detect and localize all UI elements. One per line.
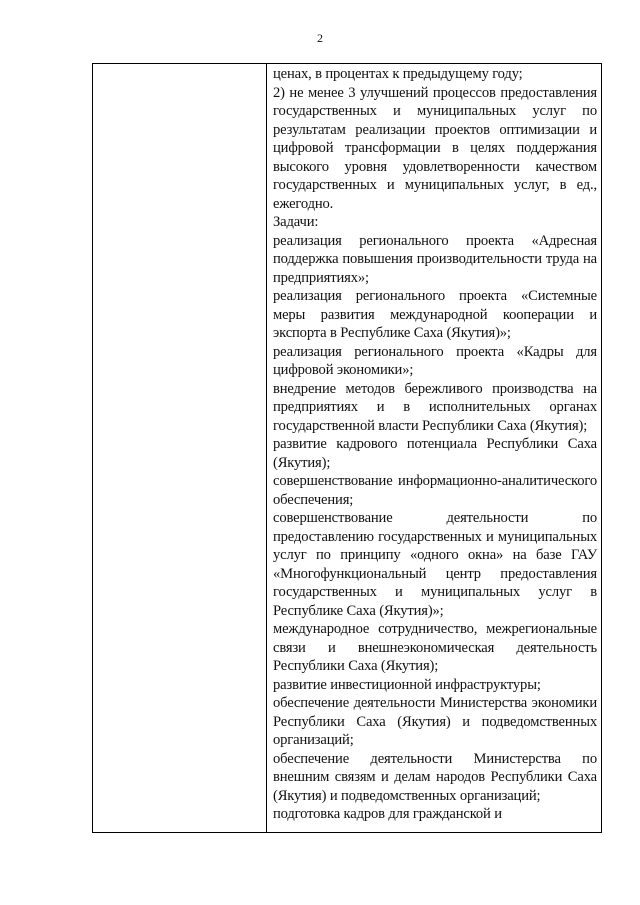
document-table (92, 63, 602, 833)
task-item: подготовка кадров для гражданской и (273, 806, 502, 822)
task-item: совершенствование деятельности по предоставлению государственных и муниципальных услуг по принципу «одного окна» на базе ГАУ «Многофункциональный центр предоставления государственных и муниципальных услуг в Республике Саха (Якутия)»; (273, 510, 597, 619)
task-item: обеспечение деятельности Министерства экономики Республики Саха (Якутия) и подведомственных организаций; (273, 695, 597, 748)
text-paragraph: ценах, в процентах к предыдущему году; (273, 66, 523, 82)
task-item: реализация регионального проекта «Кадры для цифровой экономики»; (273, 343, 597, 378)
task-item: международное сотрудничество, межрегиональные связи и внешнеэкономическая деятельность Республики Саха (Якутия); (273, 621, 597, 674)
task-item: реализация регионального проекта «Системные меры развития международной кооперации и экспорта в Республике Саха (Якутия)»; (273, 288, 597, 341)
table-right-cell (273, 65, 597, 824)
column-divider (266, 64, 267, 832)
task-item: реализация регионального проекта «Адресная поддержка повышения производительности труда на предприятиях»; (273, 232, 597, 286)
task-item: развитие инвестиционной инфраструктуры; (273, 676, 541, 693)
indicator-paragraph: 2) не менее 3 улучшений процессов предоставления государственных и муниципальных услуг по результатам реализации проектов оптимизации и цифровой трансформации в целях поддержания высокого уровня удовлетворенности качеством государственных и муниципальных услуг, в ед., ежегодно. (273, 84, 597, 212)
tasks-heading: Задачи: (273, 214, 319, 230)
task-item: обеспечение деятельности Министерства по внешним связям и делам народов Республики Саха (Якутия) и подведомственных организаций; (273, 750, 597, 804)
page-number: 2 (317, 31, 323, 45)
task-item: совершенствование информационно-аналитического обеспечения; (273, 473, 597, 508)
task-item: внедрение методов бережливого производства на предприятиях и в исполнительных органах государственной власти Республики Саха (Якутия); (273, 380, 597, 434)
task-item: развитие кадрового потенциала Республики Саха (Якутия); (273, 436, 597, 471)
